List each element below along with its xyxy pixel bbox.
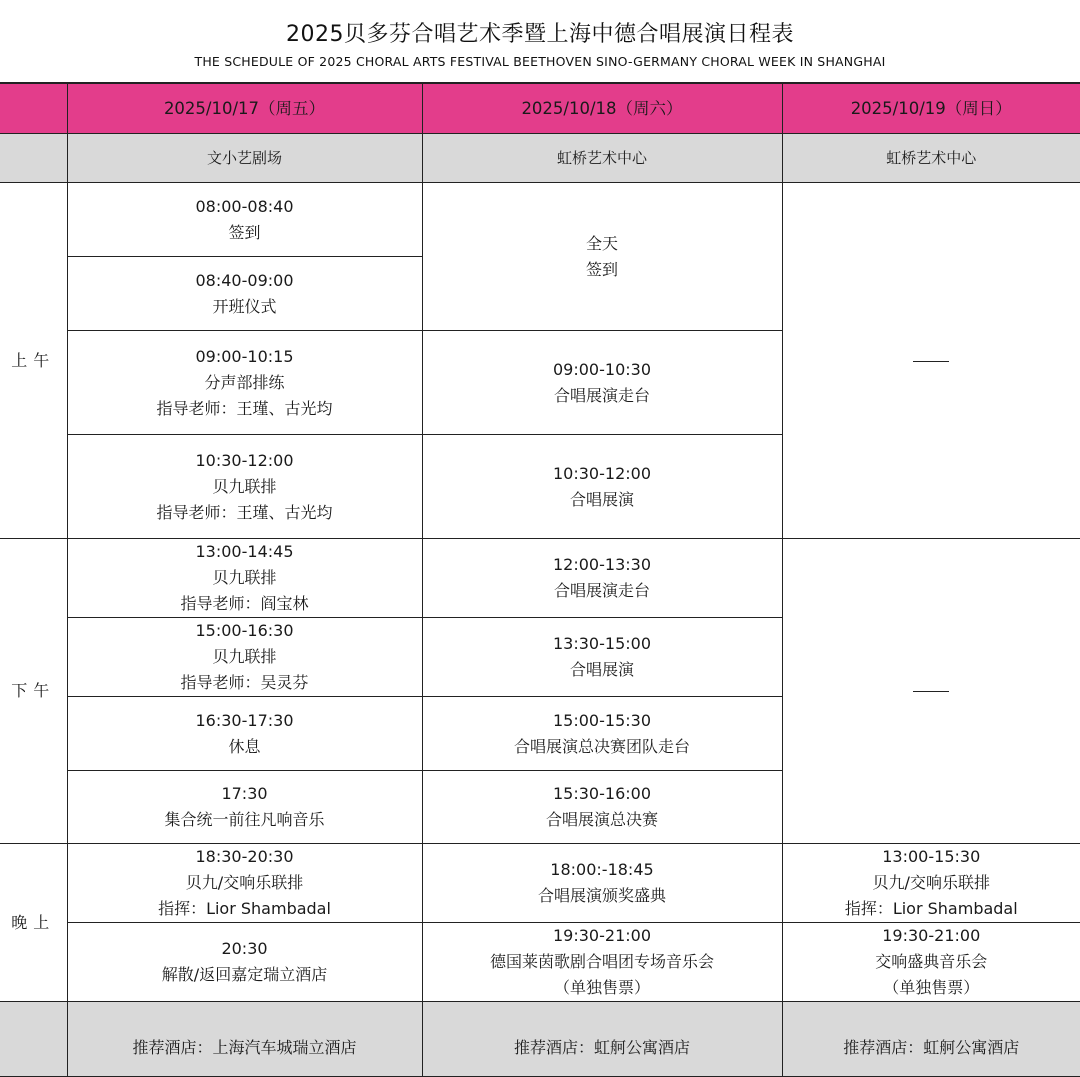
schedule-table (0, 82, 1080, 1077)
slot-cell (422, 697, 782, 771)
hotel-day2: 推荐酒店：虹舸公寓酒店 (422, 1002, 782, 1077)
slot-time: 15:30-16:00 (423, 781, 782, 807)
slot-activity: 贝九联排 (68, 474, 422, 500)
slot-time: 08:00-08:40 (68, 194, 422, 220)
venue-day2: 虹桥艺术中心 (422, 134, 782, 183)
slot-activity: 合唱展演走台 (423, 578, 782, 604)
slot-activity: 合唱展演总决赛 (423, 807, 782, 833)
slot-activity: 合唱展演走台 (423, 383, 782, 409)
slot-time: 18:00:-18:45 (423, 857, 782, 883)
slot-activity: 德国莱茵歌剧合唱团专场音乐会 (423, 949, 782, 975)
slot-time: 08:40-09:00 (68, 268, 422, 294)
slot-activity: 合唱展演颁奖盛典 (423, 883, 782, 909)
slot-note: （单独售票） (423, 975, 782, 1001)
period-morning: 上午 (0, 183, 67, 539)
slot-time: 全天 (423, 231, 782, 257)
slot-cell (422, 435, 782, 539)
slot-cell (422, 183, 782, 331)
slot-instructor: 指导老师：王瑾、古光均 (68, 396, 422, 422)
slot-time: 18:30-20:30 (68, 844, 422, 870)
page-subtitle: THE SCHEDULE OF 2025 CHORAL ARTS FESTIVAL BEETHOVEN SINO-GERMANY CHORAL WEEK IN SHANGHAI (0, 53, 1080, 71)
slot-conductor: 指挥：Lior Shambadal (783, 896, 1080, 922)
slot-instructor: 指导老师：王瑾、古光均 (68, 500, 422, 526)
slot-time: 19:30-21:00 (423, 923, 782, 949)
slot-cell (782, 923, 1080, 1002)
slot-time: 12:00-13:30 (423, 552, 782, 578)
period-evening: 晚上 (0, 844, 67, 1002)
slot-time: 13:30-15:00 (423, 631, 782, 657)
slot-cell (67, 771, 422, 844)
slot-cell (67, 923, 422, 1002)
slot-cell (67, 539, 422, 618)
schedule-row (0, 923, 1080, 1002)
hotel-day1: 推荐酒店：上海汽车城瑞立酒店 (67, 1002, 422, 1077)
slot-conductor: 指挥：Lior Shambadal (68, 896, 422, 922)
slot-activity: 合唱展演总决赛团队走台 (423, 734, 782, 760)
slot-time: 19:30-21:00 (783, 923, 1080, 949)
slot-cell (67, 697, 422, 771)
slot-time: 16:30-17:30 (68, 708, 422, 734)
slot-time: 10:30-12:00 (68, 448, 422, 474)
slot-activity: 交响盛典音乐会 (783, 949, 1080, 975)
slot-cell (422, 618, 782, 697)
slot-instructor: 指导老师：阎宝林 (68, 591, 422, 617)
schedule-row (0, 539, 1080, 618)
slot-activity: 贝九/交响乐联排 (783, 870, 1080, 896)
corner-cell (0, 83, 67, 134)
hotel-row (0, 1002, 1080, 1077)
slot-time: 15:00-15:30 (423, 708, 782, 734)
slot-time: 09:00-10:15 (68, 344, 422, 370)
venue-day3: 虹桥艺术中心 (782, 134, 1080, 183)
schedule-row (0, 844, 1080, 923)
slot-cell (67, 618, 422, 697)
venue-row (0, 134, 1080, 183)
slot-activity: 签到 (68, 220, 422, 246)
dash-placeholder (913, 691, 949, 692)
slot-cell (67, 435, 422, 539)
slot-time: 15:00-16:30 (68, 618, 422, 644)
slot-cell (422, 844, 782, 923)
period-afternoon: 下午 (0, 539, 67, 844)
slot-cell (422, 771, 782, 844)
slot-activity: 开班仪式 (68, 294, 422, 320)
slot-cell (67, 257, 422, 331)
date-day1: 2025/10/17（周五） (67, 83, 422, 134)
slot-cell (67, 844, 422, 923)
date-day2: 2025/10/18（周六） (422, 83, 782, 134)
empty-slot-cell (782, 183, 1080, 539)
slot-activity: 贝九联排 (68, 644, 422, 670)
slot-cell (67, 331, 422, 435)
date-day3: 2025/10/19（周日） (782, 83, 1080, 134)
hotel-day3: 推荐酒店：虹舸公寓酒店 (782, 1002, 1080, 1077)
slot-cell (67, 183, 422, 257)
venue-corner-cell (0, 134, 67, 183)
slot-time: 09:00-10:30 (423, 357, 782, 383)
empty-slot-cell (782, 539, 1080, 844)
slot-activity: 贝九/交响乐联排 (68, 870, 422, 896)
venue-day1: 文小艺剧场 (67, 134, 422, 183)
slot-activity: 合唱展演 (423, 657, 782, 683)
hotel-corner-cell (0, 1002, 67, 1077)
slot-cell (422, 539, 782, 618)
slot-cell (782, 844, 1080, 923)
schedule-row (0, 183, 1080, 257)
slot-activity: 集合统一前往凡响音乐 (68, 807, 422, 833)
dash-placeholder (913, 361, 949, 362)
slot-cell (422, 331, 782, 435)
slot-activity: 解散/返回嘉定瑞立酒店 (68, 962, 422, 988)
slot-time: 17:30 (68, 781, 422, 807)
slot-activity: 合唱展演 (423, 487, 782, 513)
slot-cell (422, 923, 782, 1002)
slot-note: （单独售票） (783, 975, 1080, 1001)
page-title: 2025贝多芬合唱艺术季暨上海中德合唱展演日程表 (0, 18, 1080, 52)
slot-activity: 分声部排练 (68, 370, 422, 396)
slot-time: 13:00-14:45 (68, 539, 422, 565)
slot-activity: 签到 (423, 257, 782, 283)
slot-activity: 休息 (68, 734, 422, 760)
slot-time: 13:00-15:30 (783, 844, 1080, 870)
slot-instructor: 指导老师：吴灵芬 (68, 670, 422, 696)
date-header-row (0, 83, 1080, 134)
slot-time: 20:30 (68, 936, 422, 962)
slot-activity: 贝九联排 (68, 565, 422, 591)
slot-time: 10:30-12:00 (423, 461, 782, 487)
